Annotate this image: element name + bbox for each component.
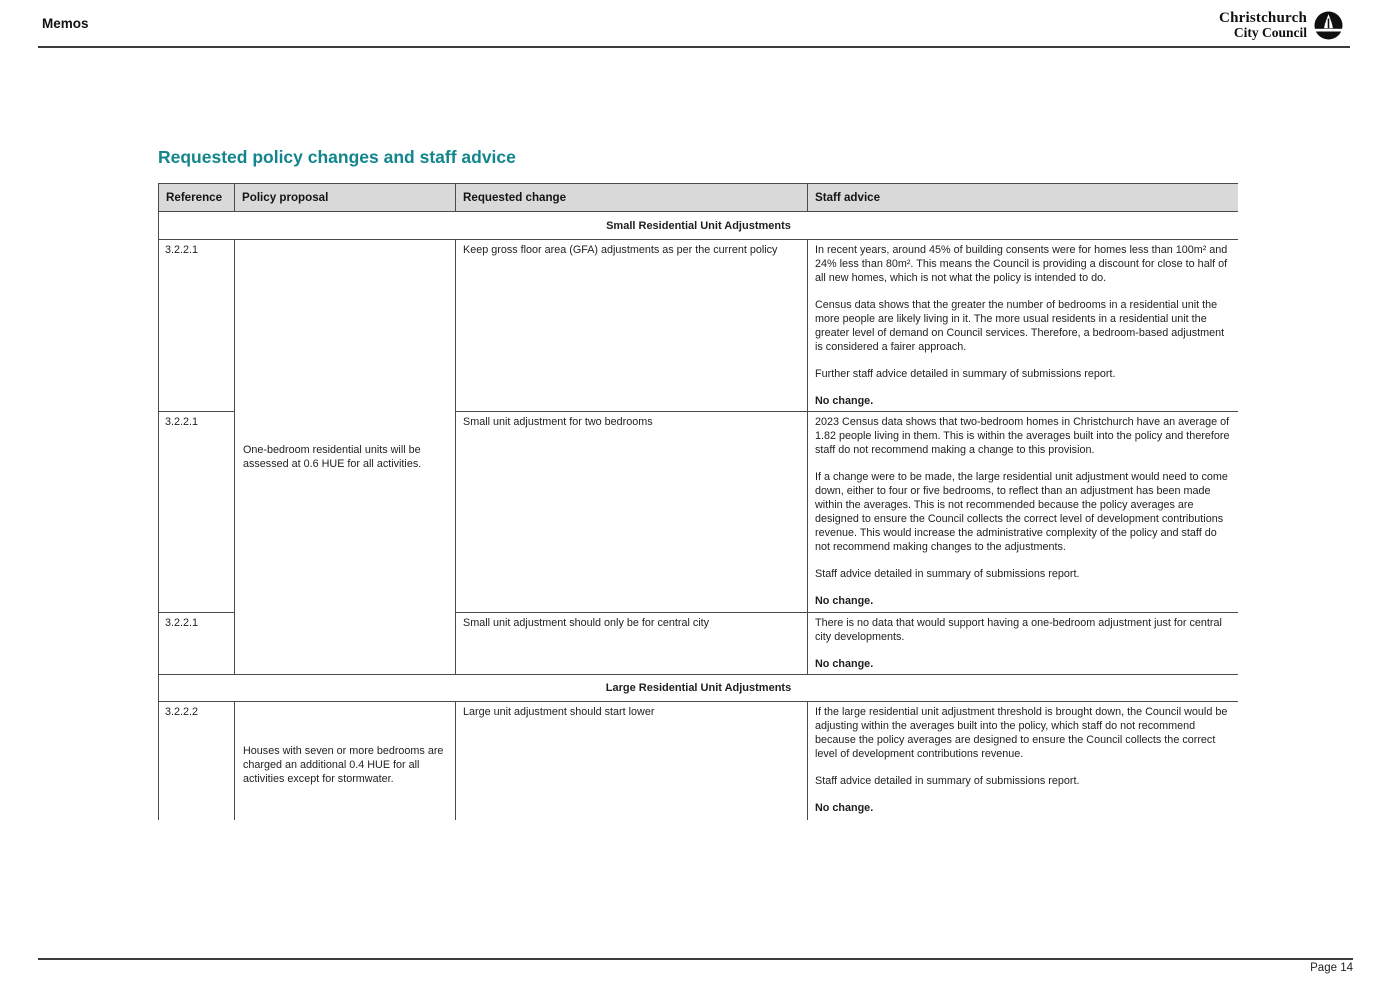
advice-paragraph: If a change were to be made, the large residential unit adjustment would need to come down, either to four or five bedrooms, to reflect than an adjustment has been made within the averages. This is not recommended because the policy averages are designed to ensure the Council collects the correct level of development contributions revenue. This would increase the administrative complexity of the policy and staff do not recommend making changes to the adjustments.	[815, 471, 1228, 553]
table-row-large-lower	[159, 702, 1239, 821]
cell-requested-change: Small unit adjustment for two bedrooms	[456, 412, 808, 613]
cell-reference: 3.2.2.1	[159, 240, 235, 412]
col-header-requested-change: Requested change	[456, 184, 808, 212]
cell-policy-proposal-large: Houses with seven or more bedrooms are charged an additional 0.4 HUE for all activities except for stormwater.	[235, 702, 456, 821]
advice-paragraph: No change.	[815, 595, 874, 607]
council-logo-text	[1219, 11, 1307, 40]
advice-paragraph: There is no data that would support having a one-bedroom adjustment just for central city developments.	[815, 617, 1222, 643]
cell-staff-advice	[808, 613, 1239, 675]
cell-staff-advice	[808, 412, 1239, 613]
header-divider	[38, 46, 1350, 48]
col-header-reference: Reference	[159, 184, 235, 212]
cell-requested-change: Large unit adjustment should start lower	[456, 702, 808, 821]
advice-paragraph: If the large residential unit adjustment threshold is brought down, the Council would be adjusting within the averages built into the policy, which staff do not recommend because the policy averages are designed to ensure the Council collects the correct level of development contributions revenue.	[815, 706, 1228, 760]
col-header-staff-advice: Staff advice	[808, 184, 1239, 212]
advice-paragraph: Staff advice detailed in summary of submissions report.	[815, 775, 1080, 787]
logo-text-line1: Christchurch	[1219, 10, 1307, 26]
cell-reference: 3.2.2.1	[159, 412, 235, 613]
table-row-gfa	[159, 240, 1239, 412]
section-header-large-units: Large Residential Unit Adjustments	[159, 675, 1239, 702]
policy-table	[158, 183, 1238, 820]
cell-reference: 3.2.2.1	[159, 613, 235, 675]
section-row-large-units	[159, 675, 1239, 702]
advice-paragraph: Staff advice detailed in summary of submissions report.	[815, 568, 1080, 580]
page-title: Requested policy changes and staff advice	[158, 147, 516, 167]
col-header-policy-proposal: Policy proposal	[235, 184, 456, 212]
document-header-title: Memos	[42, 16, 89, 31]
cell-staff-advice	[808, 702, 1239, 821]
advice-paragraph: Further staff advice detailed in summary of submissions report.	[815, 368, 1116, 380]
cell-reference: 3.2.2.2	[159, 702, 235, 821]
advice-paragraph: No change.	[815, 658, 874, 670]
section-row-small-units	[159, 212, 1239, 240]
document-body	[158, 146, 1238, 820]
advice-paragraph: In recent years, around 45% of building consents were for homes less than 100m² and 24% less than 80m². This means the Council is providing a discount for close to half of all new homes, which is not what the policy is intended to do.	[815, 244, 1228, 284]
page-number: Page 14	[1310, 962, 1353, 974]
cell-requested-change: Small unit adjustment should only be for central city	[456, 613, 808, 675]
footer-divider	[38, 958, 1353, 960]
advice-paragraph: No change.	[815, 802, 874, 814]
cell-staff-advice	[808, 240, 1239, 412]
advice-paragraph: No change.	[815, 395, 874, 407]
advice-paragraph: 2023 Census data shows that two-bedroom homes in Christchurch have an average of 1.82 people living in them. This is within the averages built into the policy and therefore staff do not recommend making a change to this provision.	[815, 416, 1230, 456]
council-logo	[1219, 11, 1343, 40]
table-header-row	[159, 184, 1239, 212]
cell-requested-change: Keep gross floor area (GFA) adjustments as per the current policy	[456, 240, 808, 412]
section-header-small-units: Small Residential Unit Adjustments	[159, 212, 1239, 240]
policy-table-container	[158, 183, 1238, 820]
advice-paragraph: Census data shows that the greater the number of bedrooms in a residential unit the more people are likely living in it. The more usual residents in a residential unit the greater level of demand on Council services. Therefore, a bedroom-based adjustment is considered a fairer approach.	[815, 299, 1225, 353]
council-logo-icon	[1314, 11, 1343, 40]
logo-text-line2: City Council	[1233, 25, 1307, 40]
cell-policy-proposal-small: One-bedroom residential units will be assessed at 0.6 HUE for all activities.	[235, 240, 456, 675]
